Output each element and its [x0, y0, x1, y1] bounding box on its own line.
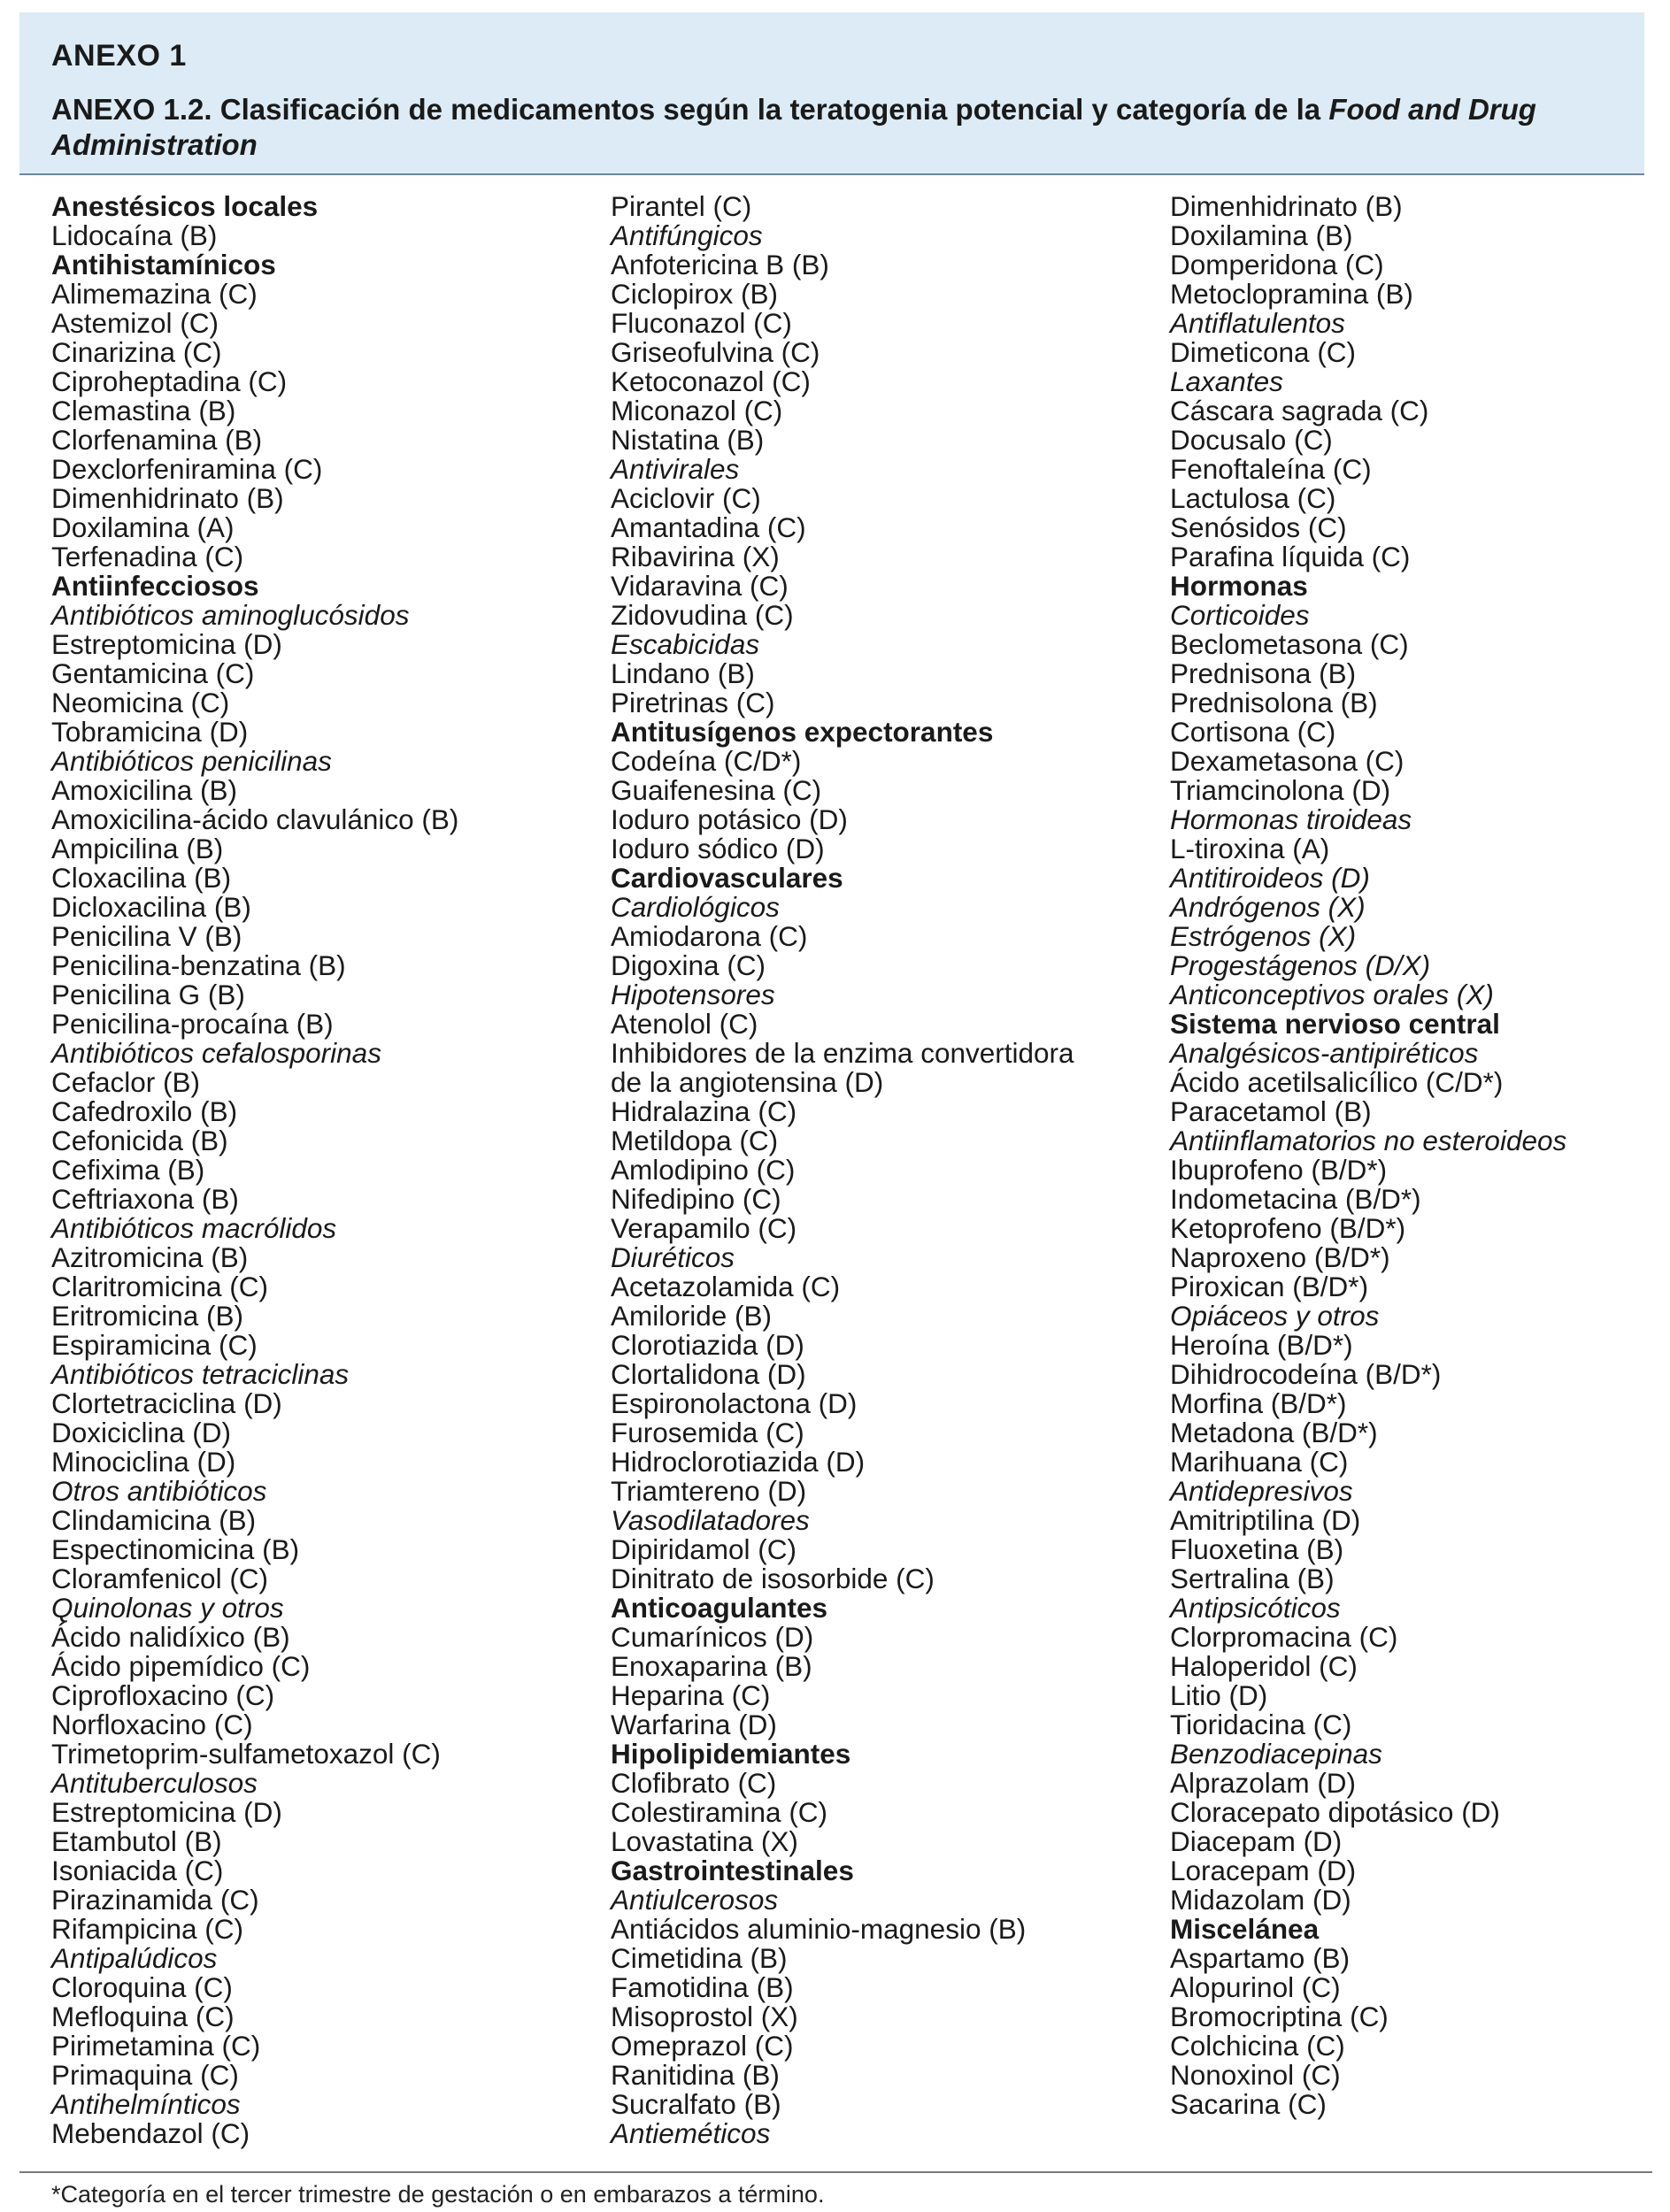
drug-entry: Morfina (B/D*) — [1170, 1387, 1347, 1419]
drug-entry: Parafina líquida (C) — [1170, 541, 1411, 572]
drug-entry: Ranitidina (B) — [611, 2059, 780, 2091]
subcategory-heading: Anticonceptivos orales (X) — [1170, 979, 1494, 1010]
drug-entry: Alprazolam (D) — [1170, 1767, 1357, 1799]
drug-entry: Amoxicilina (B) — [51, 774, 238, 806]
subcategory-heading: Antibióticos aminoglucósidos — [51, 599, 410, 631]
drug-entry: Mefloquina (C) — [51, 2001, 235, 2032]
drug-entry: Litio (D) — [1170, 1679, 1268, 1711]
subcategory-heading: Opiáceos y otros — [1170, 1300, 1380, 1332]
drug-entry: Piretrinas (C) — [611, 687, 775, 718]
drug-entry: Warfarina (D) — [611, 1709, 777, 1740]
drug-entry: Marihuana (C) — [1170, 1446, 1349, 1478]
drug-entry: Lindano (B) — [611, 657, 755, 689]
drug-entry: Espectinomicina (B) — [51, 1533, 300, 1565]
drug-entry: Aciclovir (C) — [611, 482, 761, 514]
drug-entry: Neomicina (C) — [51, 687, 230, 718]
category-heading: Hipolipidemiantes — [611, 1738, 851, 1770]
drug-entry: Cloxacilina (B) — [51, 862, 232, 894]
drug-entry: Ribavirina (X) — [611, 541, 780, 572]
subcategory-heading: Antidepresivos — [1170, 1475, 1353, 1507]
drug-entry: Nonoxinol (C) — [1170, 2059, 1341, 2091]
drug-entry: Tioridacina (C) — [1170, 1709, 1352, 1740]
drug-entry: Loracepam (D) — [1170, 1855, 1357, 1886]
drug-entry: Diacepam (D) — [1170, 1825, 1343, 1857]
annex-header — [19, 12, 1644, 175]
subcategory-heading: Antiulcerosos — [611, 1884, 779, 1916]
drug-entry: Domperidona (C) — [1170, 249, 1384, 280]
drug-entry: Ketoconazol (C) — [611, 365, 811, 397]
drug-entry: Minociclina (D) — [51, 1446, 236, 1478]
subcategory-heading: Hormonas tiroideas — [1170, 803, 1412, 835]
drug-entry: Triamtereno (D) — [611, 1475, 807, 1507]
subcategory-heading: Antihelmínticos — [51, 2088, 241, 2120]
category-heading: Hormonas — [1170, 570, 1308, 602]
category-heading: Anestésicos locales — [51, 190, 319, 222]
drug-entry: Alimemazina (C) — [51, 278, 258, 310]
subcategory-heading: Antiflatulentos — [1170, 307, 1345, 339]
drug-entry: Clemastina (B) — [51, 395, 236, 426]
drug-entry: Haloperidol (C) — [1170, 1650, 1358, 1682]
drug-entry: Hidroclorotiazida (D) — [611, 1446, 866, 1478]
drug-entry: Colestiramina (C) — [611, 1796, 828, 1828]
drug-column-2 — [611, 192, 1159, 2148]
subcategory-heading: Cardiológicos — [611, 891, 780, 923]
drug-entry: Penicilina G (B) — [51, 979, 245, 1010]
subcategory-heading: Diuréticos — [611, 1241, 735, 1273]
drug-entry: Dimeticona (C) — [1170, 336, 1357, 368]
drug-entry: Ioduro potásico (D) — [611, 803, 848, 835]
annex-subtitle — [51, 92, 1591, 163]
subcategory-heading: Antituberculosos — [51, 1767, 258, 1799]
drug-entry: Ácido nalidíxico (B) — [51, 1621, 290, 1653]
subcategory-heading: Antibióticos cefalosporinas — [51, 1037, 381, 1069]
drug-entry: Dexametasona (C) — [1170, 745, 1404, 777]
drug-entry: Zidovudina (C) — [611, 599, 794, 631]
drug-entry: Metoclopramina (B) — [1170, 278, 1413, 310]
drug-entry: L-tiroxina (A) — [1170, 833, 1330, 864]
drug-entry: Dicloxacilina (B) — [51, 891, 251, 923]
drug-entry: Codeína (C/D*) — [611, 745, 802, 777]
drug-entry: Pirazinamida (C) — [51, 1884, 259, 1916]
drug-entry: Cortisona (C) — [1170, 716, 1336, 748]
subcategory-heading: Progestágenos (D/X) — [1170, 949, 1431, 981]
drug-entry: Docusalo (C) — [1170, 424, 1333, 456]
drug-entry: Doxilamina (A) — [51, 511, 235, 543]
drug-entry: Senósidos (C) — [1170, 511, 1347, 543]
drug-entry: Paracetamol (B) — [1170, 1095, 1372, 1127]
drug-entry: Doxilamina (B) — [1170, 219, 1353, 251]
drug-entry: Lactulosa (C) — [1170, 482, 1336, 514]
drug-entry: Bromocriptina (C) — [1170, 2001, 1389, 2032]
category-heading: Antitusígenos expectorantes — [611, 716, 994, 748]
subcategory-heading: Antivirales — [611, 453, 740, 485]
category-heading: Antihistamínicos — [51, 249, 276, 280]
drug-entry: Pirimetamina (C) — [51, 2030, 261, 2062]
subcategory-heading: Antifúngicos — [611, 219, 763, 251]
drug-entry: Enoxaparina (B) — [611, 1650, 812, 1682]
drug-entry: Ampicilina (B) — [51, 833, 224, 864]
drug-entry: Norfloxacino (C) — [51, 1709, 253, 1740]
drug-entry: Tobramicina (D) — [51, 716, 249, 748]
drug-entry: Amiloride (B) — [611, 1300, 773, 1332]
drug-column-3 — [1170, 192, 1670, 2119]
subcategory-heading: Antitiroideos (D) — [1170, 862, 1370, 894]
drug-entry: Triamcinolona (D) — [1170, 774, 1391, 806]
drug-entry: de la angiotensina (D) — [611, 1066, 884, 1098]
drug-entry: Fluoxetina (B) — [1170, 1533, 1344, 1565]
drug-entry: Hidralazina (C) — [611, 1095, 797, 1127]
drug-entry: Cimetidina (B) — [611, 1942, 788, 1974]
drug-entry: Miconazol (C) — [611, 395, 783, 426]
drug-entry: Clofibrato (C) — [611, 1767, 777, 1799]
drug-entry: Trimetoprim-sulfametoxazol (C) — [51, 1738, 441, 1770]
drug-entry: Cumarínicos (D) — [611, 1621, 814, 1653]
drug-entry: Atenolol (C) — [611, 1008, 758, 1040]
drug-column-1 — [51, 192, 600, 2148]
drug-entry: Heparina (C) — [611, 1679, 771, 1711]
drug-entry: Lidocaína (B) — [51, 219, 218, 251]
drug-entry: Ácido acetilsalicílico (C/D*) — [1170, 1066, 1504, 1098]
drug-entry: Ciproheptadina (C) — [51, 365, 288, 397]
drug-entry: Azitromicina (B) — [51, 1241, 249, 1273]
drug-entry: Etambutol (B) — [51, 1825, 222, 1857]
drug-entry: Sucralfato (B) — [611, 2088, 781, 2120]
drug-entry: Penicilina-benzatina (B) — [51, 949, 346, 981]
drug-entry: Nistatina (B) — [611, 424, 765, 456]
drug-entry: Dimenhidrinato (B) — [1170, 190, 1403, 222]
drug-entry: Clorfenamina (B) — [51, 424, 263, 456]
drug-entry: Eritromicina (B) — [51, 1300, 244, 1332]
drug-entry: Prednisona (B) — [1170, 657, 1357, 689]
subcategory-heading: Quinolonas y otros — [51, 1592, 284, 1624]
drug-entry: Dipiridamol (C) — [611, 1533, 797, 1565]
subcategory-heading: Otros antibióticos — [51, 1475, 267, 1507]
drug-entry: Lovastatina (X) — [611, 1825, 798, 1857]
drug-entry: Dinitrato de isosorbide (C) — [611, 1563, 935, 1594]
annex-subtitle-italic: Food and Drug Administration — [51, 93, 1536, 161]
drug-entry: Penicilina-procaína (B) — [51, 1008, 334, 1040]
drug-entry: Clorotiazida (D) — [611, 1329, 804, 1361]
drug-entry: Cafedroxilo (B) — [51, 1095, 238, 1127]
drug-entry: Amlodipino (C) — [611, 1154, 796, 1186]
drug-entry: Primaquina (C) — [51, 2059, 239, 2091]
drug-entry: Doxiciclina (D) — [51, 1417, 232, 1448]
drug-entry: Vidaravina (C) — [611, 570, 789, 602]
footer-divider — [19, 2171, 1652, 2173]
drug-entry: Dimenhidrinato (B) — [51, 482, 284, 514]
subcategory-heading: Hipotensores — [611, 979, 775, 1010]
subcategory-heading: Antibióticos macrólidos — [51, 1212, 337, 1244]
drug-entry: Anfotericina B (B) — [611, 249, 829, 280]
drug-entry: Cloramfenicol (C) — [51, 1563, 269, 1594]
annex-title: ANEXO 1 — [51, 39, 187, 73]
drug-entry: Dexclorfeniramina (C) — [51, 453, 323, 485]
drug-entry: Terfenadina (C) — [51, 541, 244, 572]
subcategory-heading: Andrógenos (X) — [1170, 891, 1366, 923]
subcategory-heading: Corticoides — [1170, 599, 1310, 631]
category-heading: Antiinfecciosos — [51, 570, 259, 602]
drug-entry: Amantadina (C) — [611, 511, 806, 543]
drug-entry: Omeprazol (C) — [611, 2030, 794, 2062]
drug-entry: Penicilina V (B) — [51, 920, 242, 952]
drug-entry: Ibuprofeno (B/D*) — [1170, 1154, 1388, 1186]
drug-entry: Naproxeno (B/D*) — [1170, 1241, 1390, 1273]
drug-entry: Amoxicilina-ácido clavulánico (B) — [51, 803, 459, 835]
drug-entry: Estreptomicina (D) — [51, 1796, 282, 1828]
subcategory-heading: Antipsicóticos — [1170, 1592, 1341, 1624]
annex-subtitle-main: ANEXO 1.2. Clasificación de medicamentos según la teratogenia potencial y categoría de la — [51, 93, 1329, 126]
drug-entry: Griseofulvina (C) — [611, 336, 820, 368]
drug-entry: Ketoprofeno (B/D*) — [1170, 1212, 1406, 1244]
drug-entry: Cefaclor (B) — [51, 1066, 201, 1098]
drug-entry: Piroxican (B/D*) — [1170, 1271, 1369, 1302]
drug-entry: Ioduro sódico (D) — [611, 833, 825, 864]
drug-entry: Antiácidos aluminio-magnesio (B) — [611, 1913, 1027, 1945]
drug-entry: Cefixima (B) — [51, 1154, 205, 1186]
subcategory-heading: Antibióticos penicilinas — [51, 745, 332, 777]
drug-entry: Rifampicina (C) — [51, 1913, 244, 1945]
drug-entry: Espironolactona (D) — [611, 1387, 858, 1419]
drug-entry: Pirantel (C) — [611, 190, 752, 222]
drug-entry: Metildopa (C) — [611, 1125, 779, 1156]
subcategory-heading: Benzodiacepinas — [1170, 1738, 1382, 1770]
drug-entry: Verapamilo (C) — [611, 1212, 797, 1244]
drug-entry: Estreptomicina (D) — [51, 628, 282, 660]
drug-entry: Dihidrocodeína (B/D*) — [1170, 1358, 1442, 1390]
drug-entry: Inhibidores de la enzima convertidora — [611, 1037, 1074, 1069]
drug-entry: Acetazolamida (C) — [611, 1271, 841, 1302]
drug-entry: Clortalidona (D) — [611, 1358, 806, 1390]
drug-entry: Sacarina (C) — [1170, 2088, 1327, 2120]
drug-entry: Sertralina (B) — [1170, 1563, 1335, 1594]
drug-entry: Furosemida (C) — [611, 1417, 804, 1448]
drug-entry: Amiodarona (C) — [611, 920, 808, 952]
drug-entry: Digoxina (C) — [611, 949, 766, 981]
drug-entry: Ciclopirox (B) — [611, 278, 779, 310]
drug-entry: Indometacina (B/D*) — [1170, 1183, 1421, 1215]
drug-entry: Misoprostol (X) — [611, 2001, 798, 2032]
drug-entry: Isoniacida (C) — [51, 1855, 224, 1886]
drug-entry: Amitriptilina (D) — [1170, 1504, 1361, 1536]
drug-entry: Ciprofloxacino (C) — [51, 1679, 275, 1711]
drug-entry: Fenoftaleína (C) — [1170, 453, 1372, 485]
subcategory-heading: Antibióticos tetraciclinas — [51, 1358, 350, 1390]
drug-entry: Gentamicina (C) — [51, 657, 255, 689]
category-heading: Gastrointestinales — [611, 1855, 854, 1886]
drug-entry: Fluconazol (C) — [611, 307, 792, 339]
category-heading: Cardiovasculares — [611, 862, 843, 894]
footnote: *Categoría en el tercer trimestre de gestación o en embarazos a término. — [51, 2181, 825, 2208]
drug-entry: Colchicina (C) — [1170, 2030, 1345, 2062]
drug-entry: Famotidina (B) — [611, 1971, 794, 2003]
drug-entry: Cáscara sagrada (C) — [1170, 395, 1429, 426]
category-heading: Miscelánea — [1170, 1913, 1320, 1945]
category-heading: Sistema nervioso central — [1170, 1008, 1500, 1040]
subcategory-heading: Antiinflamatorios no esteroideos — [1170, 1125, 1567, 1156]
drug-entry: Prednisolona (B) — [1170, 687, 1378, 718]
drug-entry: Cloroquina (C) — [51, 1971, 233, 2003]
drug-entry: Ceftriaxona (B) — [51, 1183, 239, 1215]
drug-entry: Cefonicida (B) — [51, 1125, 228, 1156]
drug-entry: Espiramicina (C) — [51, 1329, 258, 1361]
drug-entry: Beclometasona (C) — [1170, 628, 1409, 660]
drug-entry: Claritromicina (C) — [51, 1271, 269, 1302]
drug-entry: Cloracepato dipotásico (D) — [1170, 1796, 1500, 1828]
subcategory-heading: Escabicidas — [611, 628, 760, 660]
subcategory-heading: Vasodilatadores — [611, 1504, 810, 1536]
subcategory-heading: Antipalúdicos — [51, 1942, 218, 1974]
drug-entry: Mebendazol (C) — [51, 2117, 250, 2149]
drug-entry: Heroína (B/D*) — [1170, 1329, 1353, 1361]
drug-entry: Metadona (B/D*) — [1170, 1417, 1378, 1448]
drug-entry: Alopurinol (C) — [1170, 1971, 1341, 2003]
drug-entry: Clorpromacina (C) — [1170, 1621, 1398, 1653]
drug-entry: Clindamicina (B) — [51, 1504, 257, 1536]
drug-entry: Clortetraciclina (D) — [51, 1387, 282, 1419]
subcategory-heading: Analgésicos-antipiréticos — [1170, 1037, 1479, 1069]
drug-entry: Astemizol (C) — [51, 307, 219, 339]
drug-entry: Aspartamo (B) — [1170, 1942, 1351, 1974]
drug-entry: Ácido pipemídico (C) — [51, 1650, 311, 1682]
subcategory-heading: Antieméticos — [611, 2117, 771, 2149]
subcategory-heading: Laxantes — [1170, 365, 1283, 397]
subcategory-heading: Estrógenos (X) — [1170, 920, 1357, 952]
category-heading: Anticoagulantes — [611, 1592, 828, 1624]
drug-entry: Guaifenesina (C) — [611, 774, 822, 806]
drug-entry: Nifedipino (C) — [611, 1183, 781, 1215]
drug-entry: Cinarizina (C) — [51, 336, 222, 368]
drug-entry: Midazolam (D) — [1170, 1884, 1351, 1916]
